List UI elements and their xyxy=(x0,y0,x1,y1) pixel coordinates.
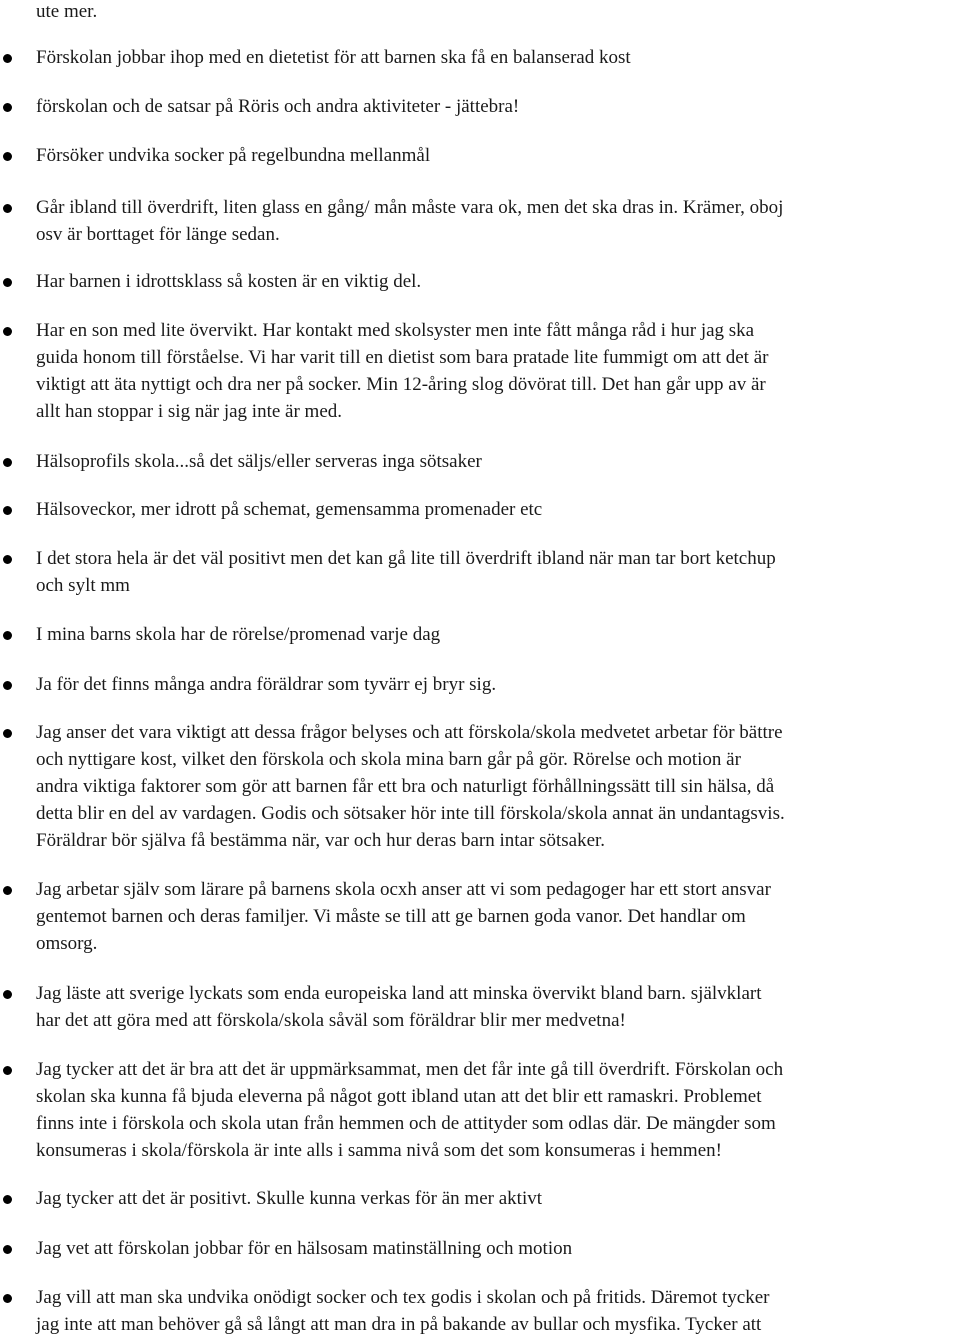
list-item-text: Försöker undvika socker på regelbundna mellanmål xyxy=(36,145,431,166)
bullet-icon xyxy=(3,729,12,738)
list-item-text: Ja för det finns många andra föräldrar som tyvärr ej bryr sig. xyxy=(36,674,497,695)
list-item-text: Jag vill att man ska undvika onödigt socker och tex godis i skolan och på fritids. Däremot tycker jag inte att man behöver gå så långt att man dra in på bakande av bullar och mysfika. Tycker att xyxy=(36,1287,770,1335)
list-item-text: I det stora hela är det väl positivt men det kan gå lite till överdrift ibland när man tar bort ketchup och sylt mm xyxy=(36,548,776,596)
list-item-text: Jag anser det vara viktigt att dessa frågor belyses och att förskola/skola medvetet arbetar för bättre och nyttigare kost, vilket den förskola och skola mina barn går på gör. Rörelse och motion är andra viktiga faktorer som gör att barnen får ett bra och naturligt förhållningssätt till sin hälsa, då detta blir en del av vardagen. Godis och sötsaker hör inte till förskola/skola annat än undantagsvis. Föräldrar bör själva få bestämma när, var och hur deras barn intar sötsaker. xyxy=(36,722,785,851)
bullet-icon xyxy=(3,990,12,999)
lead-text-fragment: ute mer. xyxy=(36,1,98,22)
list-item-text: Har barnen i idrottsklass så kosten är en viktig del. xyxy=(36,271,422,292)
bullet-icon xyxy=(3,1294,12,1303)
list-item-text: Går ibland till överdrift, liten glass en gång/ mån måste vara ok, men det ska dras in. Krämer, oboj osv är borttaget för länge sedan. xyxy=(36,197,784,245)
bullet-icon xyxy=(3,886,12,895)
list-item-text: Jag tycker att det är positivt. Skulle kunna verkas för än mer aktivt xyxy=(36,1188,542,1209)
list-item-text: Har en son med lite övervikt. Har kontakt med skolsyster men inte fått många råd i hur jag ska guida honom till förståelse. Vi har varit till en dietist som bara pratade lite fummigt om att det är viktigt att äta nyttigt och dra ner på socker. Min 12-åring slog dövörat till. Det han går upp av är allt han stoppar i sig när jag inte är med. xyxy=(36,320,769,422)
list-item-text: Jag tycker att det är bra att det är uppmärksammat, men det får inte gå till överdrift. Förskolan och skolan ska kunna få bjuda eleverna på något gott ibland utan att det blir ett ramaskri. Problemet finns inte i förskola och skola utan från hemmen och de attityder som odlas där. De mängder som konsumeras i skola/förskola är inte alls i samma nivå som det som konsumeras i hemmen! xyxy=(36,1059,784,1161)
bullet-icon xyxy=(3,152,12,161)
bullet-icon xyxy=(3,458,12,467)
bullet-icon xyxy=(3,103,12,112)
bullet-icon xyxy=(3,1245,12,1254)
list-item-text: Hälsoprofils skola...så det säljs/eller serveras inga sötsaker xyxy=(36,451,482,472)
list-item-text: Förskolan jobbar ihop med en dietetist för att barnen ska få en balanserad kost xyxy=(36,47,631,68)
list-item-text: Jag läste att sverige lyckats som enda europeiska land att minska övervikt bland barn. självklart har det att göra med att förskola/skola såväl som föräldrar blir mer medvetna! xyxy=(36,983,762,1031)
bullet-icon xyxy=(3,1195,12,1204)
bullet-icon xyxy=(3,1066,12,1075)
bullet-icon xyxy=(3,54,12,63)
bullet-icon xyxy=(3,204,12,213)
list-item-text: Jag vet att förskolan jobbar för en hälsosam matinställning och motion xyxy=(36,1238,573,1259)
list-item-text: I mina barns skola har de rörelse/promenad varje dag xyxy=(36,624,441,645)
list-item-text: förskolan och de satsar på Röris och andra aktiviteter - jättebra! xyxy=(36,96,520,117)
list-item-text: Jag arbetar själv som lärare på barnens skola ocxh anser att vi som pedagoger har ett stort ansvar gentemot barnen och deras familjer. Vi måste se till att ge barnen goda vanor. Det handlar om omsorg. xyxy=(36,879,771,954)
bullet-icon xyxy=(3,506,12,515)
bullet-icon xyxy=(3,555,12,564)
bullet-icon xyxy=(3,681,12,690)
bullet-icon xyxy=(3,631,12,640)
bullet-icon xyxy=(3,278,12,287)
bullet-icon xyxy=(3,327,12,336)
list-item-text: Hälsoveckor, mer idrott på schemat, gemensamma promenader etc xyxy=(36,499,543,520)
